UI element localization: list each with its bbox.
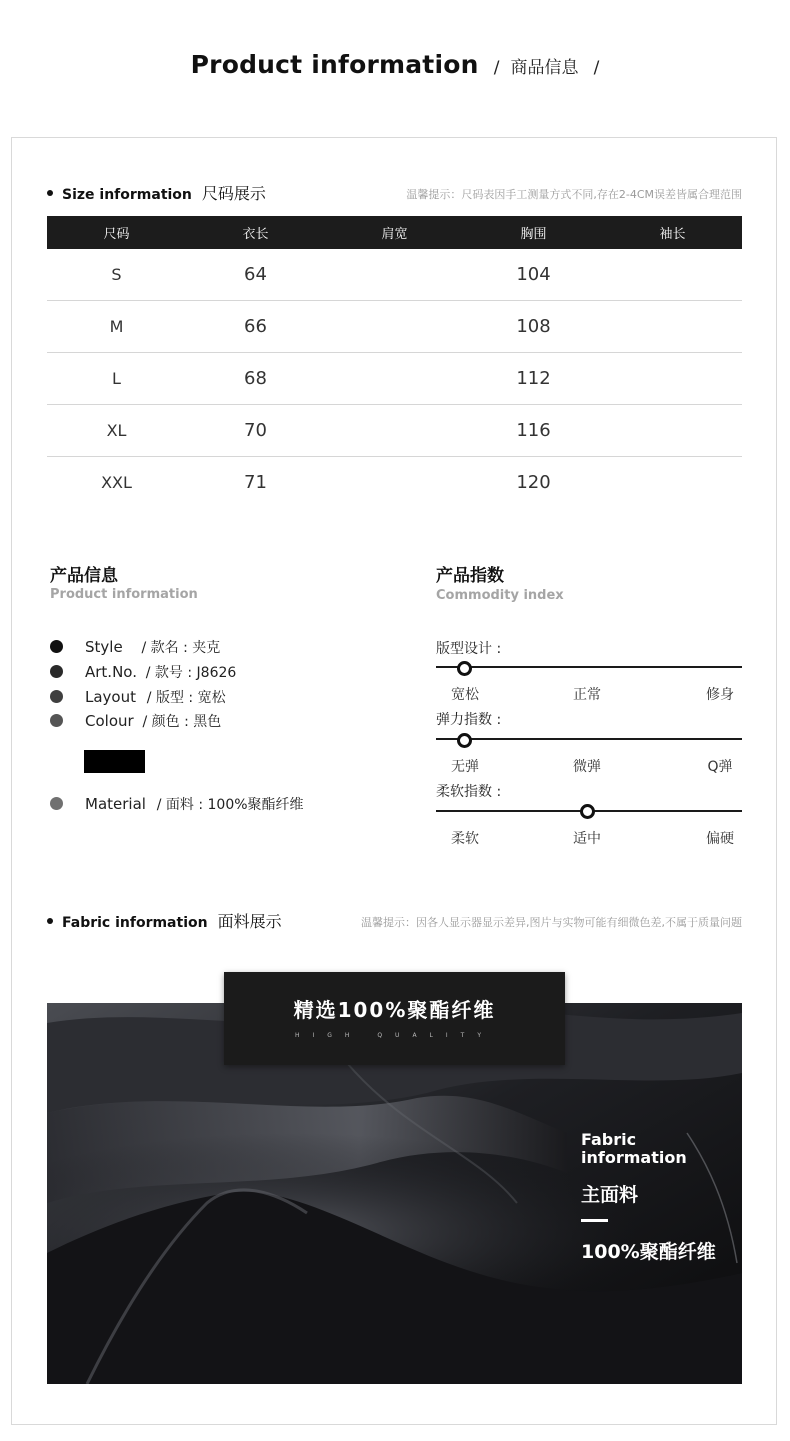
index-option: 柔软 (451, 831, 479, 847)
colour-swatch (84, 750, 145, 773)
index-marker-icon (580, 804, 595, 819)
header-separator: / (493, 58, 500, 78)
size-cell: M (47, 301, 186, 353)
index-option: 微弹 (573, 759, 601, 775)
attr-key: Art.No. (85, 663, 137, 681)
table-row (47, 353, 742, 405)
table-row (47, 301, 742, 353)
attr-value: / 版型 : 宽松 (146, 690, 226, 706)
attr-style (50, 637, 220, 657)
size-cell: L (47, 353, 186, 405)
index-option: 偏硬 (706, 831, 734, 847)
attr-key: Material (85, 795, 146, 813)
bullet-icon (50, 665, 63, 678)
quality-title: 精选100%聚酯纤维 (293, 998, 496, 1022)
column-header: 肩宽 (325, 216, 464, 249)
column-header: 衣长 (186, 216, 325, 249)
bullet-icon (50, 714, 63, 727)
fabric-tip: 温馨提示：因各人显示器显示差异,图片与实物可能有细微色差,不属于质量问题 (361, 916, 742, 929)
chest-cell: 108 (464, 301, 603, 353)
size-section-heading (47, 181, 266, 204)
quality-subtitle: HIGH QUALITY (294, 1032, 494, 1039)
length-cell: 71 (244, 472, 267, 493)
length-cell: 64 (186, 249, 325, 301)
sleeve-cell (603, 249, 742, 301)
bullet-icon (47, 190, 53, 196)
size-title-en: Size information (62, 187, 192, 203)
fabric-title-en: Fabric information (62, 915, 208, 931)
bullet-icon (50, 640, 63, 653)
chest-cell: 112 (464, 353, 603, 405)
size-cell: S (47, 249, 186, 301)
sleeve-cell (603, 457, 742, 509)
size-tip: 温馨提示：尺码表因手工测量方式不同,存在2-4CM误差皆属合理范围 (406, 188, 742, 201)
fabric-section-heading (47, 909, 282, 932)
table-row (47, 457, 742, 509)
length-cell: 70 (186, 405, 325, 457)
index-option: 适中 (573, 831, 601, 847)
length-cell: 66 (186, 301, 325, 353)
attr-value: / 颜色 : 黑色 (142, 714, 222, 730)
index-marker-icon (457, 733, 472, 748)
sleeve-cell (603, 301, 742, 353)
shoulder-cell (325, 249, 464, 301)
column-header: 尺码 (47, 216, 186, 249)
attr-art-no (50, 662, 236, 682)
size-title-zh: 尺码展示 (201, 184, 266, 203)
index-option: 无弹 (451, 759, 479, 775)
shoulder-cell (325, 353, 464, 405)
bullet-icon (50, 797, 63, 810)
fabric-title-zh: 面料展示 (217, 912, 282, 931)
chest-cell: 116 (464, 405, 603, 457)
chest-cell: 104 (464, 249, 603, 301)
index-option: 正常 (573, 687, 601, 703)
size-cell: XL (47, 405, 186, 457)
header-title-zh: 商品信息 (510, 58, 579, 78)
index-track (436, 666, 742, 668)
product-info-subtitle: Product information (50, 587, 198, 602)
attr-value: / 款号 : J8626 (145, 665, 237, 681)
table-row (47, 405, 742, 457)
shoulder-cell (325, 457, 464, 509)
divider (581, 1219, 608, 1222)
column-header: 胸围 (464, 216, 603, 249)
attr-key: Style (85, 638, 123, 656)
index-track (436, 738, 742, 740)
fabric-overlay-en: Fabric information (581, 1130, 687, 1167)
index-label: 版型设计 : (436, 641, 502, 657)
attr-value: / 款名 : 夹克 (141, 640, 221, 656)
header-separator: / (593, 58, 600, 78)
page-header (0, 50, 790, 79)
index-marker-icon (457, 661, 472, 676)
sleeve-cell (603, 405, 742, 457)
table-header-row (47, 216, 742, 249)
product-info-title: 产品信息 (50, 566, 118, 586)
attr-value: / 面料 : 100%聚酯纤维 (156, 797, 304, 813)
length-cell: 68 (186, 353, 325, 405)
quality-banner (224, 972, 565, 1065)
index-option: Q弹 (707, 759, 733, 775)
fabric-overlay-zh: 主面料 (581, 1184, 639, 1206)
bullet-icon (50, 690, 63, 703)
chest-cell: 120 (516, 472, 551, 493)
header-title-en: Product information (190, 50, 479, 79)
attr-layout (50, 687, 226, 707)
size-table (47, 216, 742, 508)
sleeve-cell (603, 353, 742, 405)
table-row (47, 249, 742, 301)
attr-key: Colour (85, 712, 134, 730)
index-label: 柔软指数 : (436, 784, 502, 800)
bullet-icon (47, 918, 53, 924)
index-label: 弹力指数 : (436, 712, 502, 728)
attr-material (50, 794, 304, 814)
attr-colour (50, 711, 221, 731)
attr-key: Layout (85, 688, 136, 706)
shoulder-cell (325, 301, 464, 353)
index-option: 宽松 (451, 687, 479, 703)
size-cell: XXL (101, 473, 132, 492)
commodity-index-title: 产品指数 (436, 566, 504, 586)
index-option: 修身 (706, 687, 734, 703)
commodity-index-subtitle: Commodity index (436, 588, 564, 603)
fabric-overlay-material: 100%聚酯纤维 (581, 1241, 716, 1263)
column-header: 袖长 (603, 216, 742, 249)
shoulder-cell (325, 405, 464, 457)
